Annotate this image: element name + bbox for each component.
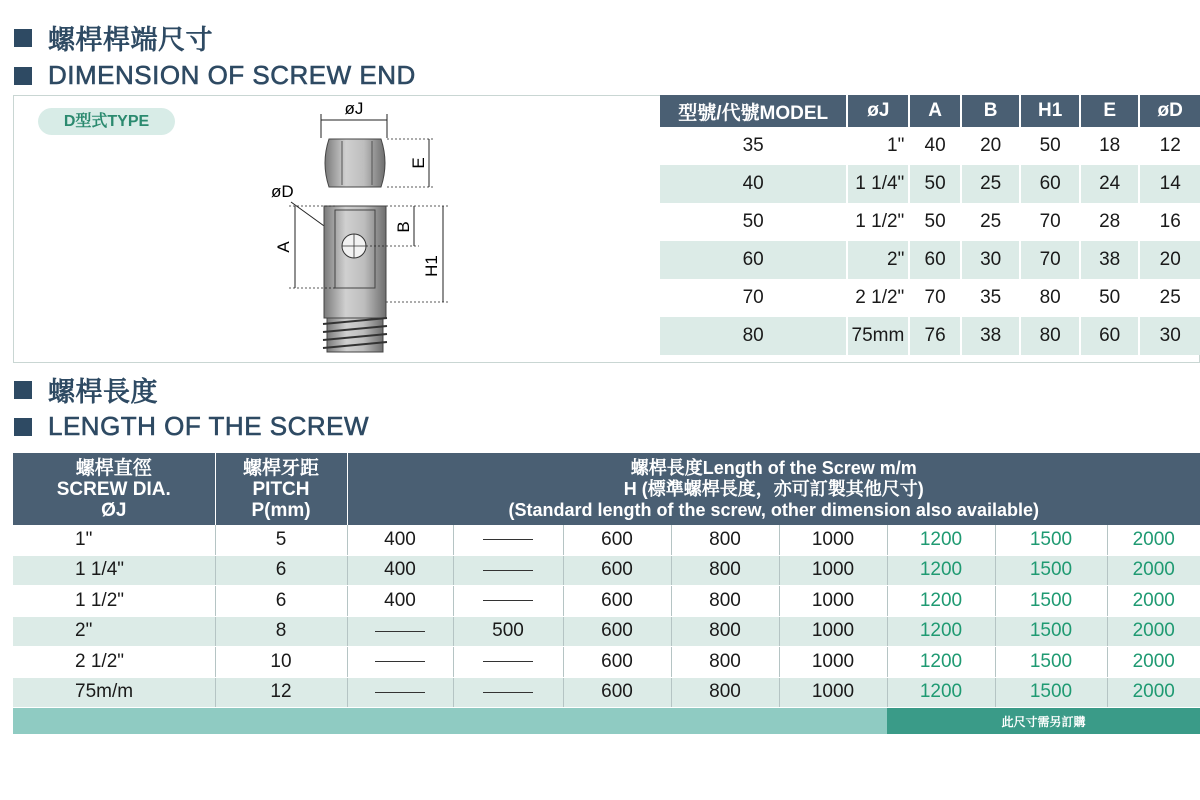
header-line: (Standard length of the screw, other dimension also available) bbox=[508, 499, 1039, 520]
label-dj: øJ bbox=[344, 99, 364, 118]
cell-length-unavailable bbox=[453, 525, 563, 555]
header-screw-dia bbox=[13, 453, 215, 525]
dash-line bbox=[483, 692, 533, 693]
label-b: B bbox=[394, 221, 413, 233]
dash-line bbox=[375, 661, 425, 662]
cell-length: 400 bbox=[347, 525, 453, 555]
cell-h1: 70 bbox=[1020, 241, 1080, 279]
cell-e: 18 bbox=[1080, 127, 1139, 165]
length-table bbox=[13, 453, 1200, 734]
cell-h1: 80 bbox=[1020, 317, 1080, 355]
table-row bbox=[660, 127, 1200, 165]
header-line: P(mm) bbox=[251, 499, 311, 521]
heading-square-icon bbox=[14, 29, 32, 47]
table-row bbox=[13, 677, 1200, 708]
cell-length: 2000 bbox=[1107, 555, 1200, 586]
cell-dd: 20 bbox=[1139, 241, 1200, 279]
cell-screw-dia: 2 1/2" bbox=[13, 647, 215, 678]
cell-b: 35 bbox=[961, 279, 1020, 317]
cell-length: 1200 bbox=[887, 586, 995, 617]
cell-a: 76 bbox=[909, 317, 961, 355]
cell-dd: 12 bbox=[1139, 127, 1200, 165]
dimension-table-header bbox=[660, 95, 1200, 127]
cell-length: 1500 bbox=[995, 647, 1107, 678]
heading-square-icon bbox=[14, 418, 32, 436]
cell-length: 1000 bbox=[779, 677, 887, 708]
header-line: 螺桿長度Length of the Screw m/m bbox=[630, 457, 917, 478]
cell-length: 1200 bbox=[887, 555, 995, 586]
cell-length: 600 bbox=[563, 677, 671, 708]
cell-length-unavailable bbox=[453, 555, 563, 586]
cell-b: 25 bbox=[961, 203, 1020, 241]
label-h1: H1 bbox=[422, 255, 441, 277]
table-row bbox=[13, 525, 1200, 555]
cell-length: 2000 bbox=[1107, 677, 1200, 708]
cell-dj: 1" bbox=[847, 127, 909, 165]
cell-length: 800 bbox=[671, 525, 779, 555]
cell-length: 1200 bbox=[887, 647, 995, 678]
cell-length: 1000 bbox=[779, 586, 887, 617]
cell-pitch: 5 bbox=[215, 525, 347, 555]
heading-square-icon bbox=[14, 67, 32, 85]
cell-length: 1500 bbox=[995, 677, 1107, 708]
dash-line bbox=[483, 539, 533, 540]
cell-screw-dia: 2" bbox=[13, 616, 215, 647]
table-row bbox=[13, 555, 1200, 586]
cell-length: 800 bbox=[671, 616, 779, 647]
table-row bbox=[660, 203, 1200, 241]
cell-screw-dia: 1 1/4" bbox=[13, 555, 215, 586]
cell-dj: 2 1/2" bbox=[847, 279, 909, 317]
dash-line bbox=[375, 692, 425, 693]
cell-b: 25 bbox=[961, 165, 1020, 203]
cell-b: 20 bbox=[961, 127, 1020, 165]
header-model: 型號/代號MODEL bbox=[660, 95, 847, 127]
cell-length-unavailable bbox=[347, 677, 453, 708]
cell-dd: 25 bbox=[1139, 279, 1200, 317]
table-row bbox=[660, 241, 1200, 279]
cell-dd: 14 bbox=[1139, 165, 1200, 203]
header-length bbox=[347, 453, 1200, 525]
header-line: 螺桿直徑 bbox=[75, 457, 152, 479]
cell-screw-dia: 1" bbox=[13, 525, 215, 555]
cell-a: 50 bbox=[909, 165, 961, 203]
cell-model: 80 bbox=[660, 317, 847, 355]
cell-length: 600 bbox=[563, 555, 671, 586]
cell-a: 50 bbox=[909, 203, 961, 241]
dimension-table bbox=[660, 95, 1200, 355]
cell-dj: 1 1/2" bbox=[847, 203, 909, 241]
cell-h1: 80 bbox=[1020, 279, 1080, 317]
header-pitch bbox=[215, 453, 347, 525]
cell-model: 35 bbox=[660, 127, 847, 165]
cell-a: 60 bbox=[909, 241, 961, 279]
cell-length: 2000 bbox=[1107, 525, 1200, 555]
header-dd: øD bbox=[1139, 95, 1200, 127]
label-a: A bbox=[274, 241, 293, 253]
heading-square-icon bbox=[14, 381, 32, 399]
dash-line bbox=[375, 631, 425, 632]
screw-cap-shape bbox=[325, 139, 385, 187]
header-a: A bbox=[909, 95, 961, 127]
cell-a: 70 bbox=[909, 279, 961, 317]
cell-e: 60 bbox=[1080, 317, 1139, 355]
table-row bbox=[660, 165, 1200, 203]
table-row bbox=[660, 279, 1200, 317]
cell-length: 1000 bbox=[779, 616, 887, 647]
dash-line bbox=[483, 600, 533, 601]
heading-text: LENGTH OF THE SCREW bbox=[48, 411, 370, 441]
footer-band bbox=[13, 708, 887, 735]
cell-length: 500 bbox=[453, 616, 563, 647]
table-row bbox=[13, 647, 1200, 678]
cell-pitch: 12 bbox=[215, 677, 347, 708]
length-table-header bbox=[13, 453, 1200, 525]
cell-length-unavailable bbox=[453, 647, 563, 678]
header-dj: øJ bbox=[847, 95, 909, 127]
cell-dd: 16 bbox=[1139, 203, 1200, 241]
cell-length: 1500 bbox=[995, 586, 1107, 617]
dash-line bbox=[483, 661, 533, 662]
header-line: SCREW DIA. bbox=[56, 478, 171, 500]
header-line: ØJ bbox=[101, 499, 127, 521]
cell-length: 600 bbox=[563, 525, 671, 555]
header-line: H (標準螺桿長度，亦可訂製其他尺寸) bbox=[623, 478, 924, 499]
cell-length: 2000 bbox=[1107, 586, 1200, 617]
cell-dj: 2" bbox=[847, 241, 909, 279]
cell-dd: 30 bbox=[1139, 317, 1200, 355]
header-line: PITCH bbox=[252, 478, 310, 500]
cell-length: 2000 bbox=[1107, 647, 1200, 678]
cell-model: 60 bbox=[660, 241, 847, 279]
cell-length: 1000 bbox=[779, 647, 887, 678]
screw-thread-shape bbox=[323, 318, 387, 352]
table-row bbox=[13, 616, 1200, 647]
header-line: 螺桿牙距 bbox=[242, 457, 319, 479]
type-badge: D型式TYPE bbox=[38, 108, 175, 135]
special-order-note: 此尺寸需另訂購 bbox=[887, 708, 1200, 735]
cell-length: 1500 bbox=[995, 555, 1107, 586]
cell-model: 40 bbox=[660, 165, 847, 203]
cell-model: 70 bbox=[660, 279, 847, 317]
cell-length: 1200 bbox=[887, 677, 995, 708]
cell-pitch: 10 bbox=[215, 647, 347, 678]
cell-screw-dia: 1 1/2" bbox=[13, 586, 215, 617]
cell-length: 1200 bbox=[887, 616, 995, 647]
label-e: E bbox=[409, 157, 428, 169]
section-heading-screw-end-en bbox=[14, 60, 416, 91]
cell-length: 1200 bbox=[887, 525, 995, 555]
section-heading-screw-end-zh bbox=[14, 18, 213, 57]
cell-a: 40 bbox=[909, 127, 961, 165]
cell-length: 1000 bbox=[779, 525, 887, 555]
cell-e: 38 bbox=[1080, 241, 1139, 279]
header-e: E bbox=[1080, 95, 1139, 127]
cell-length: 600 bbox=[563, 647, 671, 678]
cell-dj: 75mm bbox=[847, 317, 909, 355]
cell-length: 600 bbox=[563, 586, 671, 617]
cell-model: 50 bbox=[660, 203, 847, 241]
section-heading-screw-length-zh bbox=[14, 370, 158, 409]
cell-dj: 1 1/4" bbox=[847, 165, 909, 203]
cell-pitch: 8 bbox=[215, 616, 347, 647]
screw-body-shape bbox=[324, 206, 386, 318]
cell-length-unavailable bbox=[453, 677, 563, 708]
cell-pitch: 6 bbox=[215, 586, 347, 617]
section-heading-screw-length-en bbox=[14, 411, 369, 442]
header-b: B bbox=[961, 95, 1020, 127]
cell-length: 600 bbox=[563, 616, 671, 647]
cell-length: 1000 bbox=[779, 555, 887, 586]
label-dd: øD bbox=[271, 182, 294, 201]
cell-e: 24 bbox=[1080, 165, 1139, 203]
cell-e: 50 bbox=[1080, 279, 1139, 317]
cell-screw-dia: 75m/m bbox=[13, 677, 215, 708]
cell-length: 800 bbox=[671, 647, 779, 678]
length-table-body bbox=[13, 525, 1200, 708]
cell-b: 38 bbox=[961, 317, 1020, 355]
cell-length: 400 bbox=[347, 555, 453, 586]
table-row bbox=[13, 586, 1200, 617]
cell-length-unavailable bbox=[453, 586, 563, 617]
cell-length: 400 bbox=[347, 586, 453, 617]
dash-line bbox=[483, 570, 533, 571]
table-row bbox=[660, 317, 1200, 355]
header-h1: H1 bbox=[1020, 95, 1080, 127]
heading-text: 螺桿長度 bbox=[48, 377, 158, 407]
cell-length: 800 bbox=[671, 555, 779, 586]
cell-length: 1500 bbox=[995, 525, 1107, 555]
cell-length-unavailable bbox=[347, 616, 453, 647]
cell-b: 30 bbox=[961, 241, 1020, 279]
cell-length: 1500 bbox=[995, 616, 1107, 647]
cell-length: 800 bbox=[671, 677, 779, 708]
cell-h1: 60 bbox=[1020, 165, 1080, 203]
heading-text: 螺桿桿端尺寸 bbox=[48, 25, 213, 55]
cell-length: 2000 bbox=[1107, 616, 1200, 647]
length-table-footer bbox=[13, 708, 1200, 735]
screw-end-diagram bbox=[249, 96, 469, 362]
cell-length-unavailable bbox=[347, 647, 453, 678]
cell-h1: 50 bbox=[1020, 127, 1080, 165]
cell-e: 28 bbox=[1080, 203, 1139, 241]
cell-h1: 70 bbox=[1020, 203, 1080, 241]
heading-text: DIMENSION OF SCREW END bbox=[48, 60, 416, 90]
cell-length: 800 bbox=[671, 586, 779, 617]
cell-pitch: 6 bbox=[215, 555, 347, 586]
